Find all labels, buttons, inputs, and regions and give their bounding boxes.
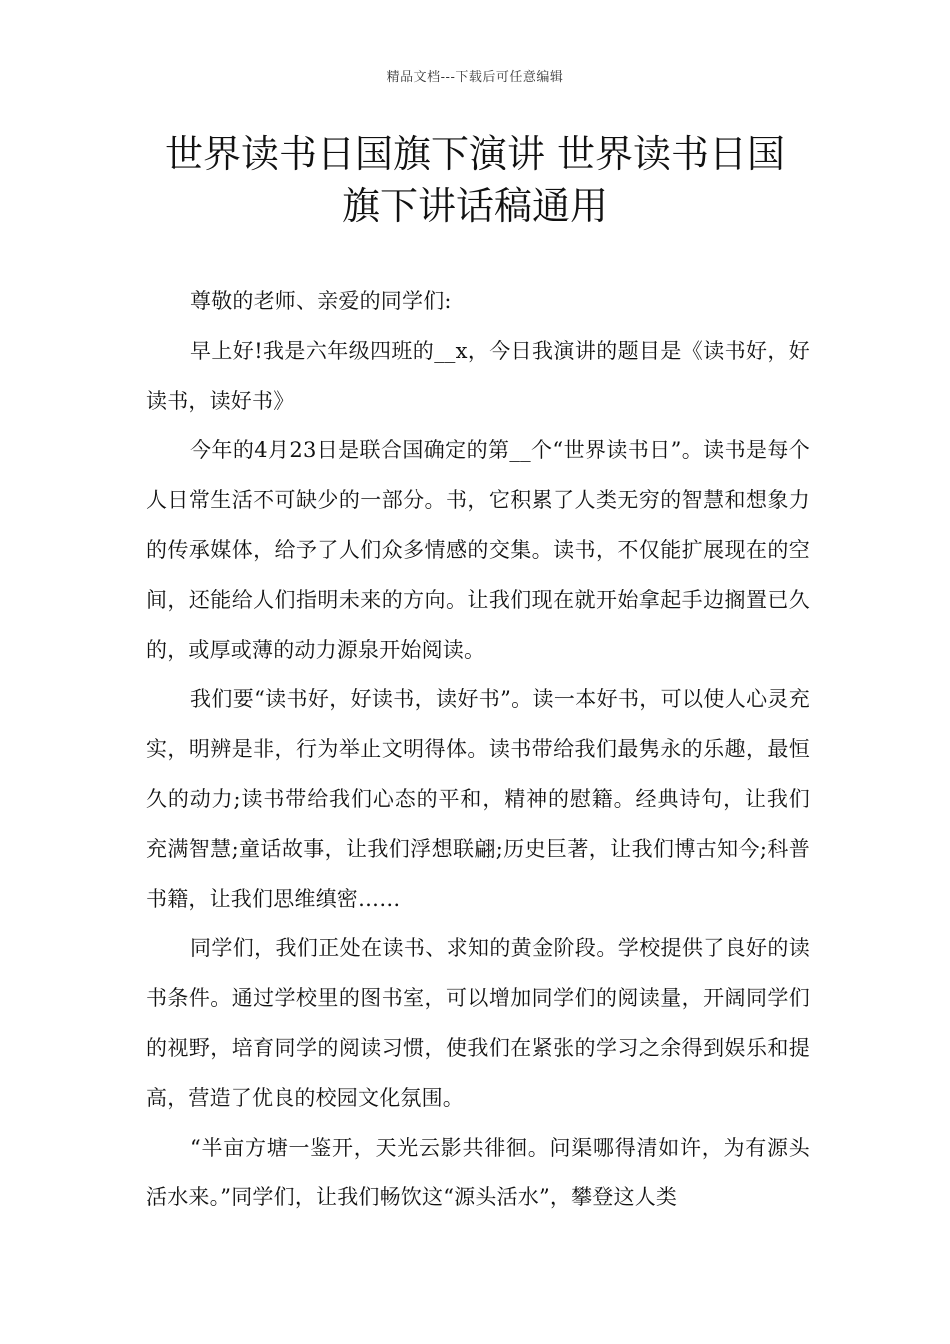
paragraph-reading-day: 今年的4月23日是联合国确定的第__个“世界读书日”。读书是每个人日常生活不可缺少的一部分。书，它积累了人类无穷的智慧和想象力的传承媒体，给予了人们众多情感的交集。读书，不仅能扩展现在的空间，还能给人们指明未来的方向。让我们现在就开始拿起手边搁置已久的，或厚或薄的动力源泉开始阅读。 (146, 438, 810, 662)
document-body (146, 277, 810, 1223)
paragraph-greeting: 尊敬的老师、亲爱的同学们: (190, 289, 452, 313)
paragraph-poem: “半亩方塘一鉴开，天光云影共徘徊。问渠哪得清如许，为有源头活水来。”同学们，让我们畅饮这“源头活水”，攀登这人类 (146, 1135, 810, 1210)
paragraph-school: 同学们，我们正处在读书、求知的黄金阶段。学校提供了良好的读书条件。通过学校里的图书室，可以增加同学们的阅读量，开阔同学们的视野，培育同学的阅读习惯，使我们在紧张的学习之余得到娱乐和提高，营造了优良的校园文化氛围。 (146, 936, 810, 1110)
paragraph-read-good-books: 我们要“读书好，好读书，读好书”。读一本好书，可以使人心灵充实，明辨是非，行为举止文明得体。读书带给我们最隽永的乐趣，最恒久的动力;读书带给我们心态的平和，精神的慰籍。经典诗句，让我们充满智慧;童话故事，让我们浮想联翩;历史巨著，让我们博古知今;科普书籍，让我们思维缜密…… (146, 687, 810, 911)
document-title-line-1: 世界读书日国旗下演讲 世界读书日国 (164, 132, 786, 176)
header-note: 精品文档---下载后可任意编辑 (386, 70, 564, 85)
document-title (100, 128, 850, 232)
paragraph-intro: 早上好!我是六年级四班的__x，今日我演讲的题目是《读书好，好读书，读好书》 (146, 338, 810, 413)
document-title-line-2: 旗下讲话稿通用 (341, 184, 608, 228)
